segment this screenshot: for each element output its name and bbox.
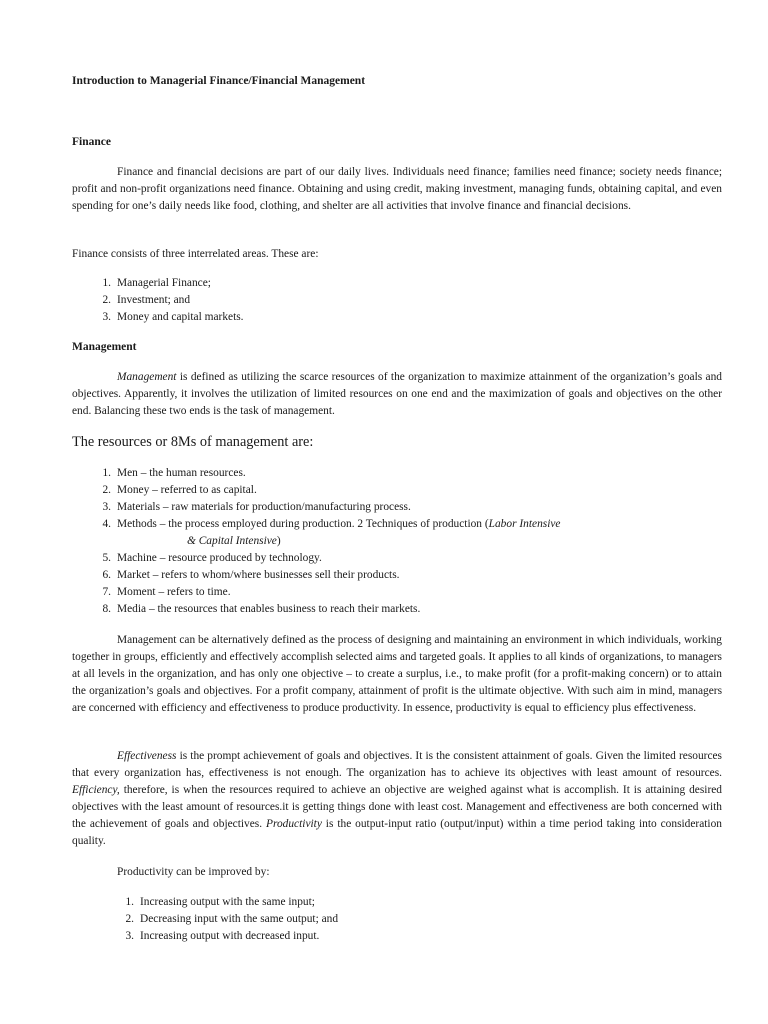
management-term: Management bbox=[117, 371, 177, 383]
list-item: 2. Money – referred to as capital. bbox=[102, 484, 257, 496]
list-item: 7. Moment – refers to time. bbox=[102, 586, 231, 598]
management-heading: Management bbox=[72, 341, 137, 353]
finance-areas-list bbox=[102, 275, 244, 326]
list-item: 5. Machine – resource produced by technology. bbox=[102, 552, 322, 564]
areas-intro: Finance consists of three interrelated areas. These are: bbox=[72, 248, 319, 260]
list-item: 6. Market – refers to whom/where businesses sell their products. bbox=[102, 569, 400, 581]
efficiency-term: Efficiency, bbox=[72, 784, 120, 796]
effectiveness-paragraph: Effectiveness is the prompt achievement of goals and objectives. It is the consistent attainment of goals. Given the limited resources that every organization has, effectiveness is not enough. The organization has to achieve its objectives with least amount of resources. Efficiency, therefore, is when the resources required to achieve an objective are weighed against what is accomplish. It is attaining desired objectives with the least amount of resources.it is getting things done with least cost. Management and effectiveness are both concerned with the achievement of goals and objectives. Productivity is the output-input ratio (output/input) within a time period taking into consideration quality. bbox=[72, 750, 722, 847]
list-item: 3. Materials – raw materials for production/manufacturing process. bbox=[102, 501, 411, 513]
list-item: 2. Investment; and bbox=[102, 294, 191, 306]
resources-heading: The resources or 8Ms of management are: bbox=[72, 434, 314, 450]
list-item: 3. Increasing output with decreased input. bbox=[125, 930, 320, 942]
effectiveness-term: Effectiveness bbox=[117, 750, 177, 762]
list-item: 2. Decreasing input with the same output; and bbox=[125, 913, 339, 925]
finance-paragraph: Finance and financial decisions are part of our daily lives. Individuals need finance; families need finance; society needs finance; profit and non-profit organizations need finance. Obtaining and using credit, making investment, managing funds, obtaining capital, and even spending for one’s daily needs like food, clothing, and shelter are all activities that involve finance and financial decisions. bbox=[72, 166, 722, 212]
management-alt-paragraph: Management can be alternatively defined as the process of designing and maintaining an environment in which individuals, working together in groups, efficiently and effectively accomplish selected aims and targeted goals. It applies to all kinds of organizations, to managers at all levels in the organization, and has only one objective – to create a surplus, i.e., to make profit (for a profit-making concern) or to attain the organization’s goals and objectives. For a profit company, attainment of profit is the ultimate objective. With such aim in mind, managers are concerned with efficiency and effectiveness to produce productivity. In essence, productivity is equal to efficiency plus effectiveness. bbox=[72, 634, 722, 714]
list-item: 3. Money and capital markets. bbox=[102, 311, 244, 323]
list-item-methods: 4. Methods – the process employed during production. 2 Techniques of production (Labor Intensive & Capital Intensive) bbox=[102, 518, 561, 547]
list-item: 1. Increasing output with the same input; bbox=[125, 896, 315, 908]
list-item: 1. Managerial Finance; bbox=[102, 277, 211, 289]
management-paragraph: Management is defined as utilizing the scarce resources of the organization to maximize attainment of the organization’s goals and objectives. Apparently, it involves the utilization of limited resources on one end and the maximization of goals and objectives on the other end. Balancing these two ends is the task of management. bbox=[72, 371, 722, 417]
list-item: 1. Men – the human resources. bbox=[102, 467, 246, 479]
productivity-term: Productivity bbox=[266, 818, 322, 830]
productivity-intro: Productivity can be improved by: bbox=[117, 866, 270, 878]
resources-list bbox=[102, 465, 561, 618]
document-title: Introduction to Managerial Finance/Financial Management bbox=[72, 75, 366, 87]
finance-heading: Finance bbox=[72, 136, 111, 148]
productivity-list bbox=[125, 894, 339, 945]
list-item: 8. Media – the resources that enables business to reach their markets. bbox=[102, 603, 421, 615]
